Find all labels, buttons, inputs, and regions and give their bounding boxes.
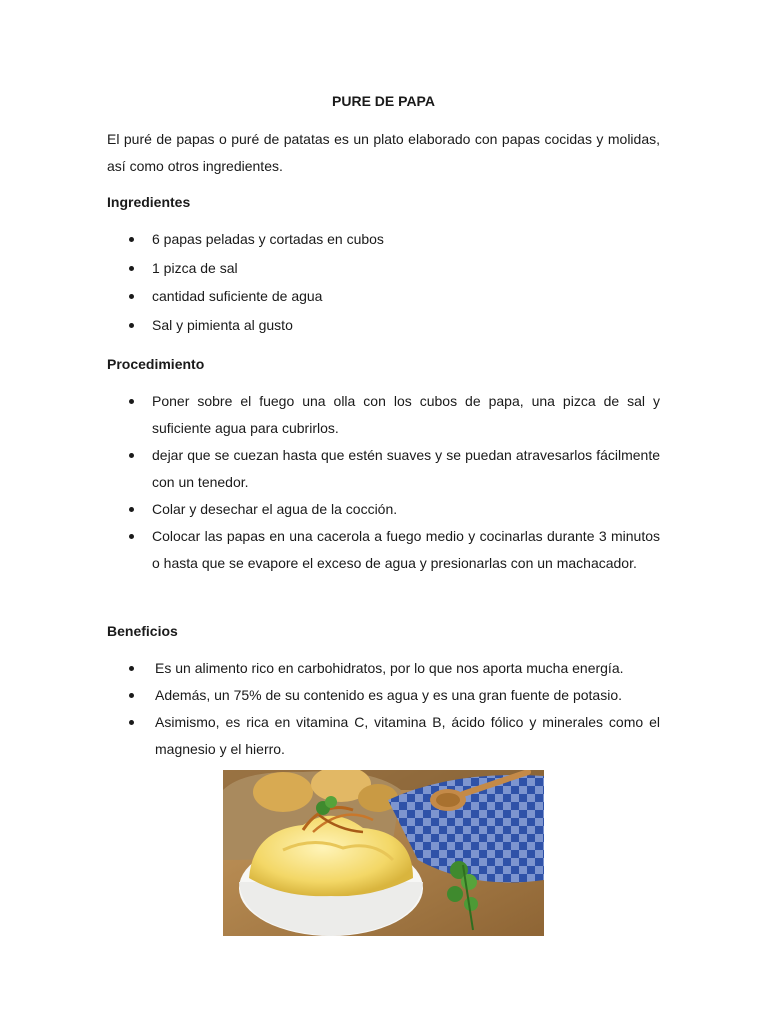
bullet-icon [129, 507, 134, 512]
bullet-icon [129, 294, 134, 299]
bullet-icon [129, 666, 134, 671]
list-item: Colocar las papas en una cacerola a fuego medio y cocinarlas durante 3 minutos o hasta que se evapore el exceso de agua y presionarlas con un machacador. [107, 523, 660, 577]
list-item: Es un alimento rico en carbohidratos, por lo que nos aporta mucha energía. [107, 655, 660, 682]
bullet-icon [129, 323, 134, 328]
list-item: Asimismo, es rica en vitamina C, vitamina B, ácido fólico y minerales como el magnesio y el hierro. [107, 709, 660, 763]
document-title: PURE DE PAPA [332, 93, 435, 109]
bullet-icon [129, 399, 134, 404]
intro-paragraph: El puré de papas o puré de patatas es un plato elaborado con papas cocidas y molidas, así como otros ingredientes. [107, 131, 660, 174]
bullet-icon [129, 693, 134, 698]
benefits-heading: Beneficios [107, 623, 178, 639]
photo-illustration [223, 770, 544, 936]
list-item: Además, un 75% de su contenido es agua y es una gran fuente de potasio. [107, 682, 660, 709]
procedure-heading: Procedimiento [107, 356, 205, 372]
list-item: cantidad suficiente de agua [107, 283, 660, 312]
list-item: Colar y desechar el agua de la cocción. [107, 496, 660, 523]
list-item: 1 pizca de sal [107, 255, 660, 284]
list-item: Poner sobre el fuego una olla con los cubos de papa, una pizca de sal y suficiente agua para cubrirlos. [107, 388, 660, 442]
bullet-icon [129, 453, 134, 458]
list-item: dejar que se cuezan hasta que estén suaves y se puedan atravesarlos fácilmente con un tenedor. [107, 442, 660, 496]
bullet-icon [129, 720, 134, 725]
mashed-potato-photo [223, 770, 544, 936]
bullet-icon [129, 237, 134, 242]
procedure-list [107, 388, 660, 577]
list-item: 6 papas peladas y cortadas en cubos [107, 226, 660, 255]
ingredients-heading: Ingredientes [107, 194, 191, 210]
bullet-icon [129, 266, 134, 271]
list-item: Sal y pimienta al gusto [107, 312, 660, 341]
benefits-list [107, 655, 660, 763]
ingredients-list [107, 226, 660, 340]
bullet-icon [129, 534, 134, 539]
